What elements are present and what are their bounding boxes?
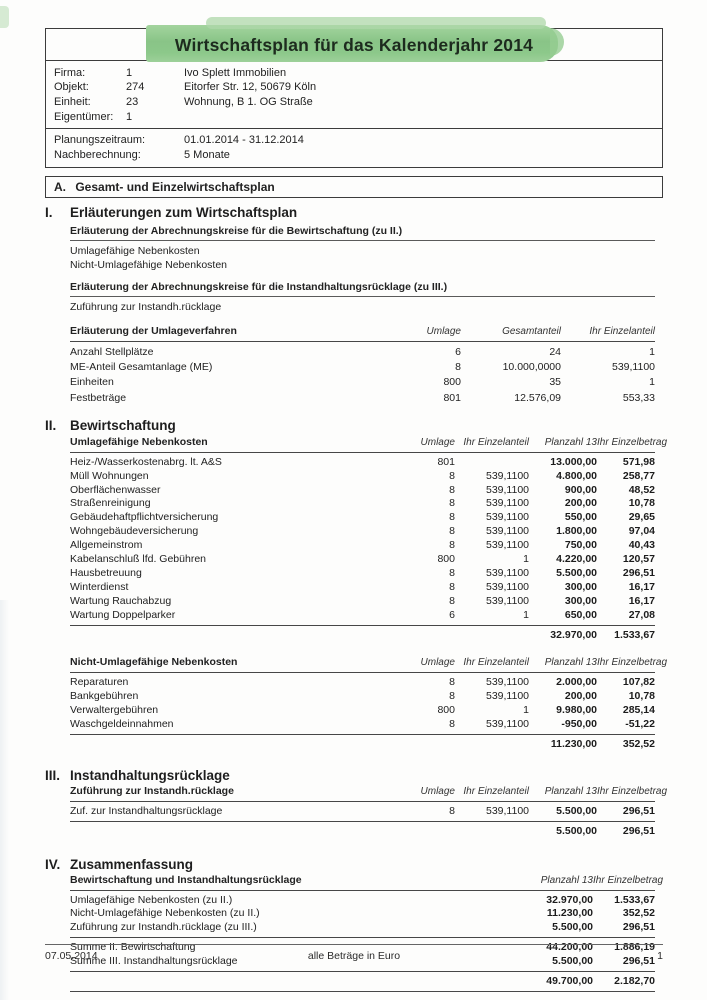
section-number: III. <box>45 767 61 783</box>
cell-value: 539,1100 <box>485 483 529 496</box>
table-header-row <box>70 784 668 801</box>
cell-value: 539,1100 <box>485 580 529 593</box>
period-value: 5 Monate <box>184 148 230 161</box>
row-label: Müll Wohnungen <box>70 469 149 482</box>
cell-value: 539,1100 <box>485 804 529 817</box>
cell-value: 13.000,00 <box>550 455 597 468</box>
column-header: Ihr Einzelanteil <box>589 325 655 337</box>
cell-value: 5.500,00 <box>556 566 597 579</box>
table-row <box>70 690 655 704</box>
cell-value: 1 <box>523 608 529 621</box>
cell-value: 296,51 <box>622 804 655 817</box>
row-label: Oberflächenwasser <box>70 483 161 496</box>
section-i-content <box>70 225 655 408</box>
table-row <box>70 805 655 819</box>
cell-value: 107,82 <box>622 676 655 689</box>
table-row <box>70 539 655 553</box>
table-row <box>70 553 655 567</box>
table-row <box>70 676 655 690</box>
cell-value: 97,04 <box>628 525 655 538</box>
info-description: Ivo Splett Immobilien <box>184 66 287 79</box>
totals-row <box>70 823 655 841</box>
totals-row <box>70 973 655 991</box>
group-heading-bewirtschaftung: Erläuterung der Abrechnungskreise für die Bewirtschaftung (zu II.) <box>70 225 655 241</box>
cell-value: 296,51 <box>622 955 655 968</box>
cell-value: 8 <box>449 525 455 538</box>
cell-value: -950,00 <box>561 718 597 731</box>
column-header: Umlage <box>420 785 455 797</box>
cell-value: 300,00 <box>564 580 597 593</box>
info-label: Einheit: <box>54 96 91 109</box>
table-row <box>70 921 655 935</box>
info-value: 1 <box>126 66 133 79</box>
footer-date: 07.05.2014 <box>45 950 98 962</box>
cell-value: 4.800,00 <box>556 469 597 482</box>
info-row-firma <box>54 66 662 81</box>
table-row <box>70 511 655 525</box>
umlagefaehige-nebenkosten-table <box>70 435 668 645</box>
row-label: Bankgebühren <box>70 690 139 703</box>
nicht-umlagefaehige-nebenkosten-table <box>70 656 668 753</box>
cell-value: 296,51 <box>622 921 655 934</box>
footer-note: alle Beträge in Euro <box>307 950 401 962</box>
cell-value: 553,33 <box>622 391 655 404</box>
group-heading-ruecklage: Erläuterung der Abrechnungskreise für die Instandhaltungsrücklage (zu III.) <box>70 281 655 297</box>
cell-value: 1.800,00 <box>556 525 597 538</box>
cell-value: 11.230,00 <box>550 738 597 751</box>
instandhaltungsruecklage-table <box>70 784 668 841</box>
cell-value: 32.970,00 <box>550 628 597 641</box>
page-footer <box>45 944 663 962</box>
table-header-row <box>70 656 668 672</box>
zusammenfassung-table <box>70 873 664 993</box>
table-row <box>70 581 655 595</box>
period-value: 01.01.2014 - 31.12.2014 <box>184 134 304 147</box>
cell-value: 5.500,00 <box>552 955 593 968</box>
cell-value: 8 <box>449 469 455 482</box>
cell-value: 32.970,00 <box>546 893 593 906</box>
section-number: I. <box>45 204 53 220</box>
info-row-objekt <box>54 80 662 95</box>
group-items <box>70 297 655 314</box>
cell-value: 8 <box>449 483 455 496</box>
cell-value: 800 <box>437 704 455 717</box>
cell-value: 539,1100 <box>485 525 529 538</box>
cell-value: 750,00 <box>564 539 597 552</box>
cell-value: 16,17 <box>628 594 655 607</box>
section-heading-iv <box>45 857 663 872</box>
section-number: II. <box>45 417 57 433</box>
cell-value: 352,52 <box>622 738 655 751</box>
cell-value: 539,1100 <box>485 511 529 524</box>
row-label: Summe II. Bewirtschaftung <box>70 941 196 954</box>
info-value: 1 <box>126 110 133 123</box>
info-label: Firma: <box>54 66 86 79</box>
totals-row <box>70 627 655 645</box>
info-row-einheit <box>54 95 662 110</box>
table-title: Zuführung zur Instandh.rücklage <box>70 784 234 797</box>
table-header-row <box>70 873 664 890</box>
cell-value: 285,14 <box>622 704 655 717</box>
cell-value: 539,1100 <box>485 566 529 579</box>
row-label: Nicht-Umlagefähige Nebenkosten (zu II.) <box>70 907 260 920</box>
period-label: Nachberechnung: <box>54 148 141 161</box>
scan-edge-shadow <box>0 600 9 1000</box>
cell-value: 5.500,00 <box>556 824 597 837</box>
period-row-zeitraum <box>54 133 662 148</box>
cell-value: 200,00 <box>564 690 597 703</box>
table-row <box>70 391 655 406</box>
info-label: Eigentümer: <box>54 110 114 123</box>
cell-value: 8 <box>449 511 455 524</box>
cell-value: 1.533,67 <box>614 628 655 641</box>
info-description <box>184 110 662 125</box>
column-header: Umlage <box>420 657 455 669</box>
group-items <box>70 241 655 272</box>
table-body <box>70 343 655 408</box>
document-title: Wirtschaftsplan für das Kalenderjahr 2014 <box>174 35 534 55</box>
table-row <box>70 484 655 498</box>
cell-value: 120,57 <box>622 553 655 566</box>
table-row <box>70 456 655 470</box>
row-label: Wartung Doppelparker <box>70 608 176 621</box>
info-value: 274 <box>126 81 145 94</box>
cell-value: 300,00 <box>564 594 597 607</box>
cell-value: 571,98 <box>622 455 655 468</box>
table-header-row <box>70 435 668 452</box>
cell-value: 1.886,19 <box>614 941 655 954</box>
section-title: Erläuterungen zum Wirtschaftsplan <box>70 204 298 220</box>
row-label: Winterdienst <box>70 580 129 593</box>
cell-value: 539,1100 <box>485 594 529 607</box>
column-header: Ihr Einzelanteil <box>463 657 529 669</box>
table-row <box>70 360 655 375</box>
cell-value: 8 <box>449 497 455 510</box>
cell-value: 539,1100 <box>485 539 529 552</box>
row-label: Heiz-/Wasserkostenabrg. lt. A&S <box>70 455 222 468</box>
cell-value: 1 <box>649 376 655 389</box>
cell-value: 10.000,0000 <box>502 361 561 374</box>
row-label: Einheiten <box>70 376 114 389</box>
cell-value: 539,1100 <box>485 469 529 482</box>
cell-value: 40,43 <box>628 539 655 552</box>
table-body <box>70 803 655 821</box>
row-label: Hausbetreuung <box>70 566 142 579</box>
cell-value: 10,78 <box>628 497 655 510</box>
table-body <box>70 674 655 734</box>
column-header: Ihr Einzelanteil <box>463 436 529 448</box>
section-iii-content <box>70 784 668 841</box>
table-row <box>70 894 655 908</box>
cell-value: 16,17 <box>628 580 655 593</box>
cell-value: 296,51 <box>622 566 655 579</box>
cell-value: 8 <box>449 580 455 593</box>
cell-value: 11.230,00 <box>546 907 593 920</box>
cell-value: 2.182,70 <box>614 975 655 988</box>
table-header-row <box>70 324 655 341</box>
cell-value: 5.500,00 <box>556 804 597 817</box>
column-header: Ihr Einzelbetrag <box>597 657 668 669</box>
row-label: Wohngebäudeversicherung <box>70 525 199 538</box>
table-body <box>70 454 655 625</box>
column-header: Umlage <box>426 325 461 337</box>
cell-value: 9.980,00 <box>556 704 597 717</box>
cell-value: 1 <box>523 553 529 566</box>
table-row <box>70 345 655 360</box>
column-header: Planzahl 13 <box>544 657 597 669</box>
section-title: Bewirtschaftung <box>70 417 176 433</box>
row-label: Zuf. zur Instandhaltungsrücklage <box>70 804 223 817</box>
table-row <box>70 907 655 921</box>
cell-value: 6 <box>455 345 461 358</box>
group-item: Umlagefähige Nebenkosten <box>70 244 200 257</box>
row-label: Anzahl Stellplätze <box>70 345 154 358</box>
table-row <box>70 470 655 484</box>
info-label: Objekt: <box>54 81 89 94</box>
info-row-eigentuemer <box>54 110 662 125</box>
cell-value: 48,52 <box>628 483 655 496</box>
row-label: Wartung Rauchabzug <box>70 594 172 607</box>
cell-value: 5.500,00 <box>552 921 593 934</box>
column-header: Ihr Einzelbetrag <box>597 785 668 797</box>
cell-value: 8 <box>449 718 455 731</box>
section-title: Zusammenfassung <box>70 856 194 872</box>
table-row <box>70 609 655 623</box>
row-label: Kabelanschluß lfd. Gebühren <box>70 553 207 566</box>
row-label: Zuführung zur Instandh.rücklage (zu III.) <box>70 921 257 934</box>
cell-value: 8 <box>449 676 455 689</box>
section-iv-content <box>70 873 664 993</box>
table-body <box>70 892 655 938</box>
table-row <box>70 497 655 511</box>
cell-value: 8 <box>455 361 461 374</box>
cell-value: 44.200,00 <box>546 941 593 954</box>
row-label: Summe III. Instandhaltungsrücklage <box>70 955 238 968</box>
table-row <box>70 525 655 539</box>
cell-value: 27,08 <box>628 608 655 621</box>
cell-value: 801 <box>443 391 461 404</box>
umlageverfahren-table <box>70 324 655 408</box>
column-header: Ihr Einzelbetrag <box>597 436 668 448</box>
cell-value: 8 <box>449 539 455 552</box>
table-row <box>70 718 655 732</box>
scan-smudge <box>0 6 9 28</box>
table-title: Erläuterung der Umlageverfahren <box>70 324 237 337</box>
cell-value: 539,1100 <box>485 690 529 703</box>
section-title: Instandhaltungsrücklage <box>70 767 230 783</box>
group-item: Nicht-Umlagefähige Nebenkosten <box>70 258 228 271</box>
cell-value: 10,78 <box>628 690 655 703</box>
group-item: Zuführung zur Instandh.rücklage <box>70 300 222 313</box>
object-info-box <box>45 60 663 130</box>
info-description: Eitorfer Str. 12, 50679 Köln <box>184 81 317 94</box>
cell-value: 49.700,00 <box>546 975 593 988</box>
cell-value: 1 <box>523 704 529 717</box>
section-a-box <box>45 176 663 198</box>
cell-value: 296,51 <box>622 824 655 837</box>
cell-value: 8 <box>449 690 455 703</box>
section-heading-ii <box>45 418 663 433</box>
cell-value: 29,65 <box>628 511 655 524</box>
cell-value: 6 <box>449 608 455 621</box>
table-row <box>70 595 655 609</box>
totals-row <box>70 736 655 754</box>
table-row <box>70 704 655 718</box>
column-header: Gesamtanteil <box>502 325 561 337</box>
cell-value: -51,22 <box>625 718 655 731</box>
info-description: Wohnung, B 1. OG Straße <box>184 96 313 109</box>
cell-value: 539,1100 <box>485 718 529 731</box>
column-header: Umlage <box>420 436 455 448</box>
table-title: Umlagefähige Nebenkosten <box>70 435 208 448</box>
table-row <box>70 375 655 390</box>
row-label: Verwaltergebühren <box>70 704 159 717</box>
table-row <box>70 567 655 581</box>
title-box <box>45 28 663 61</box>
cell-value: 539,1100 <box>485 497 529 510</box>
cell-value: 24 <box>549 345 561 358</box>
column-header: Planzahl 13 <box>544 436 597 448</box>
row-label: Festbeträge <box>70 391 127 404</box>
row-label: Gebäudehaftpflichtversicherung <box>70 511 219 524</box>
cell-value: 8 <box>449 594 455 607</box>
planning-period-box <box>45 128 663 168</box>
row-label: Straßenreinigung <box>70 497 151 510</box>
period-row-nachberechnung <box>54 148 662 163</box>
row-label: Reparaturen <box>70 676 129 689</box>
cell-value: 2.000,00 <box>556 676 597 689</box>
column-header: Ihr Einzelbetrag <box>593 874 664 886</box>
section-a-title: Gesamt- und Einzelwirtschaftsplan <box>75 179 275 194</box>
bottom-rule <box>70 991 655 993</box>
row-label: Waschgeldeinnahmen <box>70 718 174 731</box>
table-title: Nicht-Umlagefähige Nebenkosten <box>70 656 238 669</box>
cell-value: 539,1100 <box>485 676 529 689</box>
footer-page-number: 1 <box>657 950 663 962</box>
section-heading-iii <box>45 768 663 783</box>
info-value: 23 <box>126 96 139 109</box>
section-ii-content <box>70 435 668 754</box>
cell-value: 550,00 <box>564 511 597 524</box>
column-header: Planzahl 13 <box>544 785 597 797</box>
column-header: Ihr Einzelanteil <box>463 785 529 797</box>
cell-value: 352,52 <box>622 907 655 920</box>
table-title: Bewirtschaftung und Instandhaltungsrücklage <box>70 873 302 886</box>
period-label: Planungszeitraum: <box>54 134 146 147</box>
cell-value: 1.533,67 <box>614 893 655 906</box>
cell-value: 35 <box>549 376 561 389</box>
cell-value: 1 <box>649 345 655 358</box>
cell-value: 801 <box>437 455 455 468</box>
cell-value: 8 <box>449 804 455 817</box>
column-header: Planzahl 13 <box>540 874 593 886</box>
row-label: Allgemeinstrom <box>70 539 143 552</box>
row-label: ME-Anteil Gesamtanlage (ME) <box>70 361 213 374</box>
cell-value: 258,77 <box>622 469 655 482</box>
cell-value: 539,1100 <box>611 361 655 374</box>
cell-value: 8 <box>449 566 455 579</box>
cell-value: 12.576,09 <box>514 391 561 404</box>
cell-value: 4.220,00 <box>556 553 597 566</box>
cell-value: 200,00 <box>564 497 597 510</box>
cell-value: 800 <box>443 376 461 389</box>
cell-value: 800 <box>437 553 455 566</box>
section-a-number: A. <box>54 179 66 194</box>
cell-value: 900,00 <box>564 483 597 496</box>
section-heading-i <box>45 205 663 220</box>
cell-value: 650,00 <box>564 608 597 621</box>
section-number: IV. <box>45 856 61 872</box>
row-label: Umlagefähige Nebenkosten (zu II.) <box>70 893 233 906</box>
